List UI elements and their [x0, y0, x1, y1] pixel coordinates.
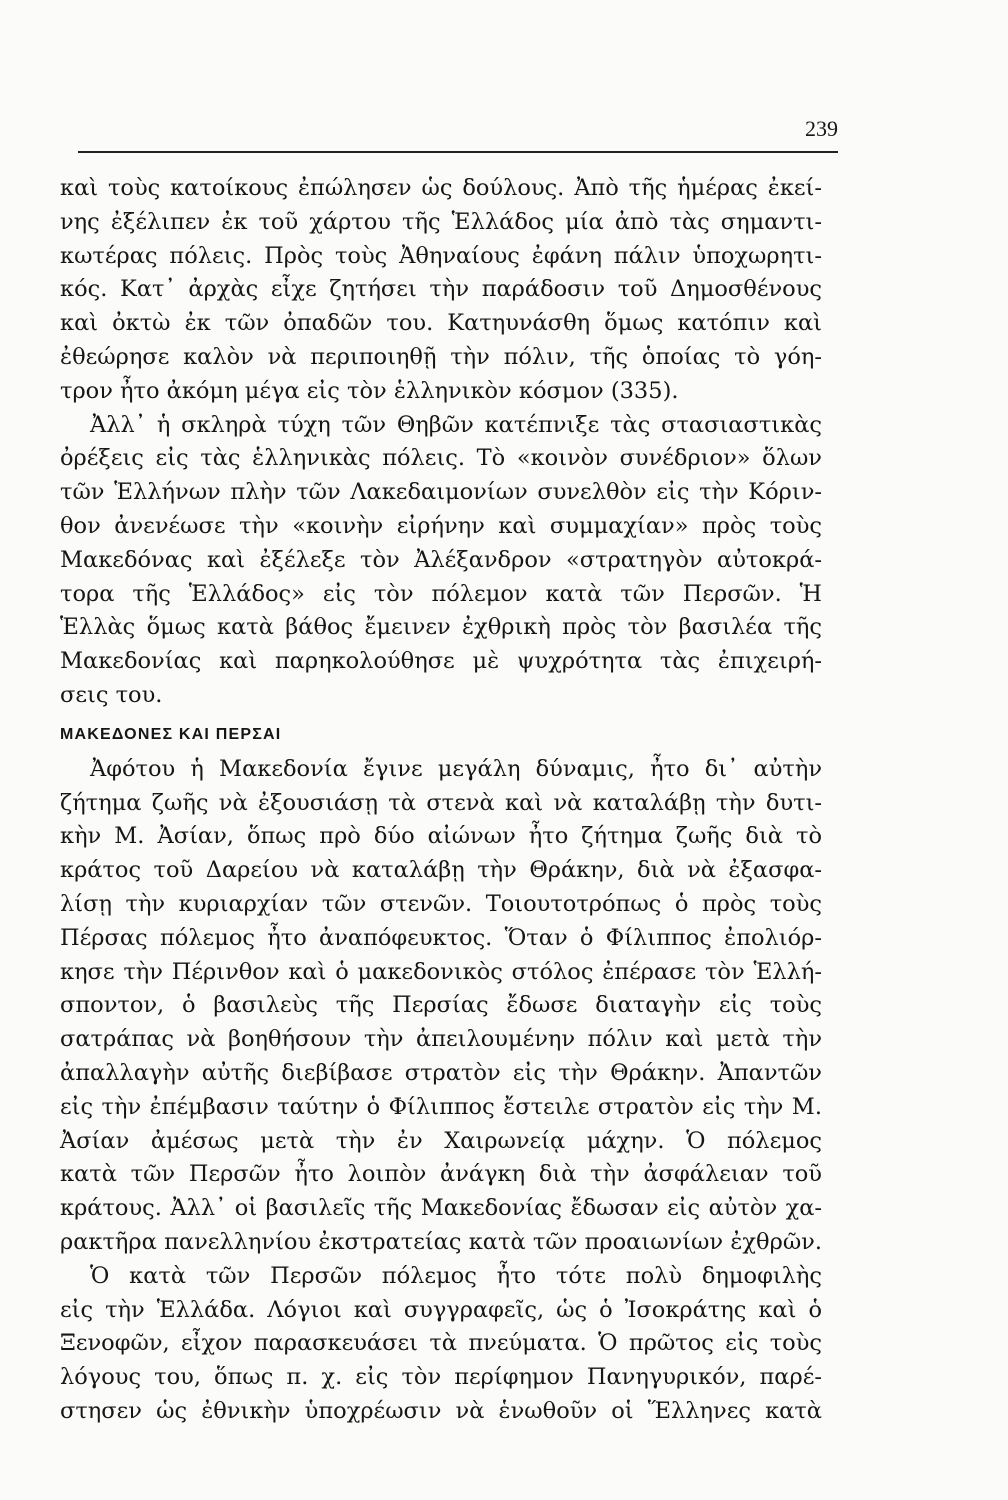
- text-line: Μακεδονίας καὶ παρηκολούθησε μὲ ψυχρότητα τὰς ἐπιχειρή-: [60, 648, 822, 675]
- text-line: κός. Κατ᾿ ἀρχὰς εἶχε ζητήσει τὴν παράδοσιν τοῦ Δημοσθένους: [60, 276, 822, 303]
- text-line: ζήτημα ζωῆς νὰ ἐξουσιάσῃ τὰ στενὰ καὶ νὰ καταλάβῃ τὴν δυτι-: [60, 789, 822, 816]
- page-number: 239: [805, 116, 838, 141]
- text-line: καὶ τοὺς κατοίκους ἐπώλησεν ὡς δούλους. Ἀπὸ τῆς ἡμέρας ἐκεί-: [60, 175, 822, 201]
- text-line: λόγους του, ὅπως π. χ. εἰς τὸν περίφημον Πανηγυρικόν, παρέ-: [60, 1364, 822, 1391]
- text-line: θον ἀνενέωσε τὴν «κοινὴν εἰρήνην καὶ συμμαχίαν» πρὸς τοὺς: [60, 512, 822, 539]
- header-rule: [78, 151, 838, 153]
- text-line: τῶν Ἑλλήνων πλὴν τῶν Λακεδαιμονίων συνελθὸν εἰς τὴν Κόριν-: [60, 479, 822, 506]
- text-line: ὀρέξεις εἰς τὰς ἑλληνικὰς πόλεις. Τὸ «κοινὸν συνέδριον» ὅλων: [60, 445, 822, 472]
- text-line: τορα τῆς Ἑλλάδος» εἰς τὸν πόλεμον κατὰ τῶν Περσῶν. Ἡ: [60, 580, 822, 607]
- text-line: κησε τὴν Πέρινθον καὶ ὁ μακεδονικὸς στόλος ἐπέρασε τὸν Ἑλλή-: [60, 958, 822, 985]
- text-line: Μακεδόνας καὶ ἐξέλεξε τὸν Ἀλέξανδρον «στρατηγὸν αὐτοκρά-: [60, 546, 822, 573]
- text-line: κράτος τοῦ Δαρείου νὰ καταλάβῃ τὴν Θράκην, διὰ νὰ ἐξασφα-: [60, 857, 822, 884]
- text-line: κὴν Μ. Ἀσίαν, ὅπως πρὸ δύο αἰώνων ἦτο ζήτημα ζωῆς διὰ τὸ: [60, 823, 822, 850]
- text-line: νης ἐξέλιπεν ἐκ τοῦ χάρτου τῆς Ἑλλάδος μία ἀπὸ τὰς σημαντι-: [60, 208, 822, 235]
- text-line: Ὁ κατὰ τῶν Περσῶν πόλεμος ἦτο τότε πολὺ δημοφιλὴς: [90, 1262, 822, 1289]
- paragraph: [60, 1260, 822, 1429]
- paragraph: [60, 753, 822, 1260]
- text-line: εἰς τὴν ἐπέμβασιν ταύτην ὁ Φίλιππος ἔστειλε στρατὸν εἰς τὴν Μ.: [60, 1093, 822, 1120]
- text-line: Ἀλλ᾿ ἡ σκληρὰ τύχη τῶν Θηβῶν κατέπνιξε τὰς στασιαστικὰς: [90, 411, 822, 438]
- text-line: λίσῃ τὴν κυριαρχίαν τῶν στενῶν. Τοιουτοτρόπως ὁ πρὸς τοὺς: [60, 890, 822, 917]
- section-heading: ΜΑΚΕΔΟΝΕΣ ΚΑΙ ΠΕΡΣΑΙ: [60, 725, 282, 743]
- text-line: σατράπας νὰ βοηθήσουν τὴν ἀπειλουμένην πόλιν καὶ μετὰ τὴν: [60, 1026, 822, 1053]
- text-line: σεις του.: [60, 681, 163, 708]
- text-line: τρον ἦτο ἀκόμη μέγα εἰς τὸν ἑλληνικὸν κόσμον (335).: [60, 377, 679, 404]
- body-text: [60, 172, 822, 1429]
- text-line: Ἀφότου ἡ Μακεδονία ἔγινε μεγάλη δύναμις, ἦτο δι᾿ αὐτὴν: [90, 755, 822, 782]
- text-line: Ἑλλὰς ὅμως κατὰ βάθος ἔμεινεν ἐχθρικὴ πρὸς τὸν βασιλέα τῆς: [60, 614, 822, 641]
- text-line: κωτέρας πόλεις. Πρὸς τοὺς Ἀθηναίους ἐφάνη πάλιν ὑποχωρητι-: [60, 242, 822, 269]
- text-line: Ἀσίαν ἀμέσως μετὰ τὴν ἐν Χαιρωνείᾳ μάχην. Ὁ πόλεμος: [60, 1127, 822, 1154]
- text-line: ρακτῆρα πανελληνίου ἐκστρατείας κατὰ τῶν προαιωνίων ἐχθρῶν.: [60, 1228, 822, 1255]
- text-line: ἐθεώρησε καλὸν νὰ περιποιηθῇ τὴν πόλιν, τῆς ὁποίας τὸ γόη-: [60, 343, 822, 370]
- paragraph: [60, 409, 822, 713]
- paragraph: [60, 172, 822, 409]
- text-line: Ξενοφῶν, εἶχον παρασκευάσει τὰ πνεύματα. Ὁ πρῶτος εἰς τοὺς: [60, 1330, 822, 1357]
- text-line: Πέρσας πόλεμος ἦτο ἀναπόφευκτος. Ὅταν ὁ Φίλιππος ἐπολιόρ-: [60, 924, 822, 951]
- text-line: σποντον, ὁ βασιλεὺς τῆς Περσίας ἔδωσε διαταγὴν εἰς τοὺς: [60, 992, 822, 1019]
- text-line: εἰς τὴν Ἑλλάδα. Λόγιοι καὶ συγγραφεῖς, ὡς ὁ Ἰσοκράτης καὶ ὁ: [60, 1296, 822, 1323]
- text-line: καὶ ὀκτὼ ἐκ τῶν ὀπαδῶν του. Κατηυνάσθη ὅμως κατόπιν καὶ: [60, 310, 822, 337]
- text-line: ἀπαλλαγὴν αὐτῆς διεβίβασε στρατὸν εἰς τὴν Θράκην. Ἀπαντῶν: [60, 1059, 822, 1086]
- text-line: κράτους. Ἀλλ᾿ οἱ βασιλεῖς τῆς Μακεδονίας ἔδωσαν εἰς αὐτὸν χα-: [60, 1195, 822, 1222]
- text-line: στησεν ὡς ἐθνικὴν ὑποχρέωσιν νὰ ἑνωθοῦν οἱ Ἕλληνες κατὰ: [60, 1397, 822, 1424]
- text-line: κατὰ τῶν Περσῶν ἦτο λοιπὸν ἀνάγκη διὰ τὴν ἀσφάλειαν τοῦ: [60, 1161, 822, 1188]
